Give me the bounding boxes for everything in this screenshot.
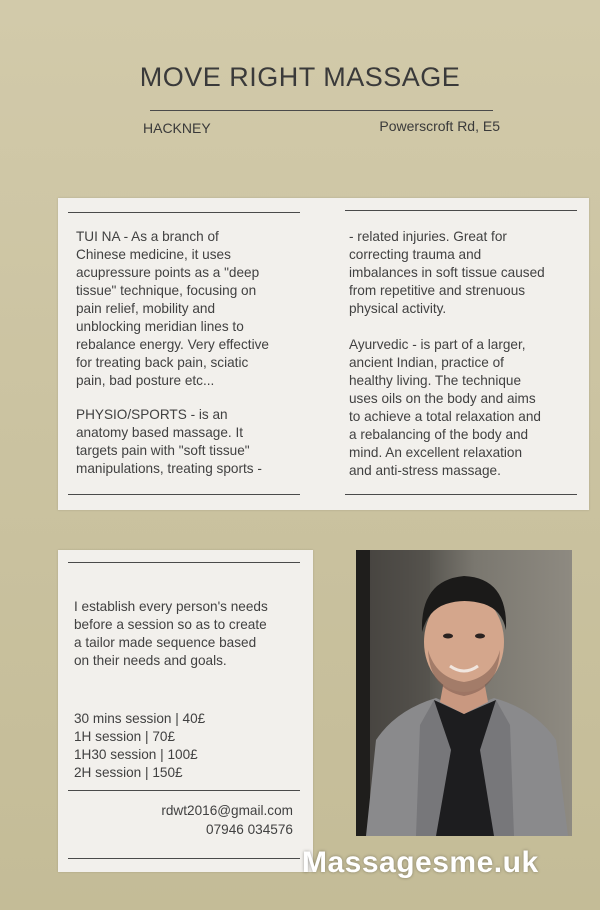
pricing-bottom-rule	[68, 858, 300, 859]
right-column-bottom-rule	[345, 494, 577, 495]
left-column-bottom-rule	[68, 494, 300, 495]
pricing-middle-rule	[68, 790, 300, 791]
price-item: 30 mins session | 40£	[74, 711, 206, 726]
address-label: Powerscroft Rd, E5	[379, 118, 500, 134]
watermark-text: Massagesme.uk	[302, 846, 539, 879]
portrait-photo	[356, 550, 572, 836]
left-column-top-rule	[68, 212, 300, 213]
title-divider	[150, 110, 493, 111]
intro-text: I establish every person's needs before a session so as to create a tailor made sequence based on their needs and goals.	[74, 599, 268, 668]
price-list	[74, 710, 304, 782]
pricing-top-rule	[68, 562, 300, 563]
price-item: 2H session | 150£	[74, 765, 183, 780]
page-title: MOVE RIGHT MASSAGE	[139, 62, 461, 92]
price-item: 1H30 session | 100£	[74, 747, 198, 762]
location-label: HACKNEY	[143, 120, 211, 136]
physio-sports-description: PHYSIO/SPORTS - is an anatomy based massage. It targets pain with "soft tissue" manipulations, treating sports -	[76, 407, 262, 476]
tui-na-description: TUI NA - As a branch of Chinese medicine, it uses acupressure points as a "deep tissue" technique, focusing on pain relief, mobility and unblocking meridian lines to rebalance energy. Very effective for treating back pain, sciatic pain, bad posture etc...	[76, 229, 269, 388]
right-column-top-rule	[345, 210, 577, 211]
ayurvedic-description: Ayurvedic - is part of a larger, ancient Indian, practice of healthy living. The technique uses oils on the body and aims to achieve a total relaxation and a rebalancing of the body and mind. An excellent relaxation and anti-stress massage.	[349, 337, 541, 478]
price-item: 1H session | 70£	[74, 729, 176, 744]
sports-continued-description: - related injuries. Great for correcting trauma and imbalances in soft tissue caused from repetitive and strenuous physical activity.	[349, 229, 545, 316]
contact-phone: 07946 034576	[206, 822, 293, 837]
contact-email: rdwt2016@gmail.com	[161, 803, 293, 818]
